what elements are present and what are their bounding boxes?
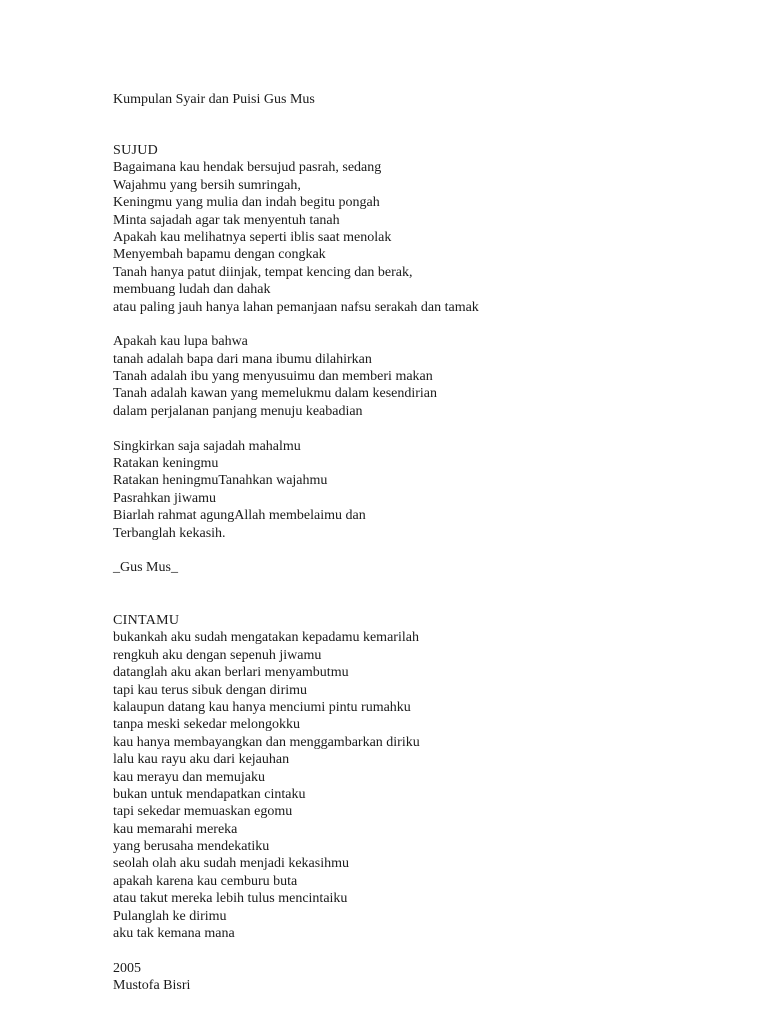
poem-line: Tanah adalah ibu yang menyusuimu dan memberi makan: [113, 369, 433, 385]
poem-line: membuang ludah dan dahak: [113, 282, 271, 298]
poem-line: Tanah adalah kawan yang memelukmu dalam kesendirian: [113, 386, 438, 402]
stanza: [113, 559, 479, 576]
poem-author: Mustofa Bisri: [113, 978, 191, 994]
poem-line: Biarlah rahmat agungAllah membelaimu dan: [113, 508, 366, 524]
poem-line: Bagaimana kau hendak bersujud pasrah, sedang: [113, 160, 382, 176]
document-title: Kumpulan Syair dan Puisi Gus Mus: [113, 92, 315, 107]
poem-line: tanah adalah bapa dari mana ibumu dilahirkan: [113, 351, 372, 367]
poem-line: Singkirkan saja sajadah mahalmu: [113, 438, 301, 454]
poem-line: yang berusaha mendekatiku: [113, 839, 270, 855]
stanza: [113, 159, 479, 316]
stanza-break: [113, 542, 479, 559]
poem-line: datanglah aku akan berlari menyambutmu: [113, 665, 349, 681]
poem-line: Minta sajadah agar tak menyentuh tanah: [113, 212, 340, 228]
stanza: [113, 960, 420, 995]
poem-sujud: [113, 142, 479, 577]
poem-line: kau memarahi mereka: [113, 821, 238, 837]
poem-line: Ratakan heningmuTanahkan wajahmu: [113, 473, 328, 489]
poem-line: seolah olah aku sudah menjadi kekasihmu: [113, 856, 349, 872]
poem-line: rengkuh aku dengan sepenuh jiwamu: [113, 647, 322, 663]
poem-line: Pulanglah ke dirimu: [113, 908, 227, 924]
poem-date: 2005: [113, 960, 141, 976]
poem-line: tanpa meski sekedar melongokku: [113, 717, 301, 733]
poem-cintamu: [113, 612, 420, 995]
poem-line: apakah karena kau cemburu buta: [113, 873, 298, 889]
stanza: [113, 438, 479, 542]
poem-line: atau paling jauh hanya lahan pemanjaan nafsu serakah dan tamak: [113, 299, 479, 315]
poem-line: dalam perjalanan panjang menuju keabadian: [113, 403, 363, 419]
poem-line: Pasrahkan jiwamu: [113, 490, 217, 506]
poem-line: kau hanya membayangkan dan menggambarkan diriku: [113, 734, 420, 750]
stanza-break: [113, 316, 479, 333]
poem-line: Ratakan keningmu: [113, 456, 219, 472]
stanza: [113, 629, 420, 942]
poem-heading: SUJUD: [113, 143, 159, 158]
poem-line: kau merayu dan memujaku: [113, 769, 266, 785]
poem-line: bukan untuk mendapatkan cintaku: [113, 786, 306, 802]
poem-line: tapi sekedar memuaskan egomu: [113, 804, 293, 820]
poem-line: Terbanglah kekasih.: [113, 525, 226, 541]
poem-line: lalu kau rayu aku dari kejauhan: [113, 752, 290, 768]
stanza-break: [113, 420, 479, 437]
poem-line: Tanah hanya patut diinjak, tempat kencing dan berak,: [113, 264, 413, 280]
poem-line: Keningmu yang mulia dan indah begitu pongah: [113, 195, 380, 211]
poem-heading: CINTAMU: [113, 613, 180, 628]
poem-line: Menyembah bapamu dengan congkak: [113, 247, 326, 263]
poem-line: aku tak kemana mana: [113, 926, 235, 942]
poem-line: Apakah kau melihatnya seperti iblis saat menolak: [113, 229, 392, 245]
poem-line: kalaupun datang kau hanya menciumi pintu rumahku: [113, 699, 411, 715]
poem-line: bukankah aku sudah mengatakan kepadamu kemarilah: [113, 630, 419, 646]
poem-line: Apakah kau lupa bahwa: [113, 334, 248, 350]
stanza-break: [113, 942, 420, 959]
poem-line: tapi kau terus sibuk dengan dirimu: [113, 682, 308, 698]
poem-line: atau takut mereka lebih tulus mencintaiku: [113, 891, 348, 907]
poem-signature: _Gus Mus_: [113, 560, 178, 576]
poem-line: Wajahmu yang bersih sumringah,: [113, 177, 301, 193]
stanza: [113, 333, 479, 420]
